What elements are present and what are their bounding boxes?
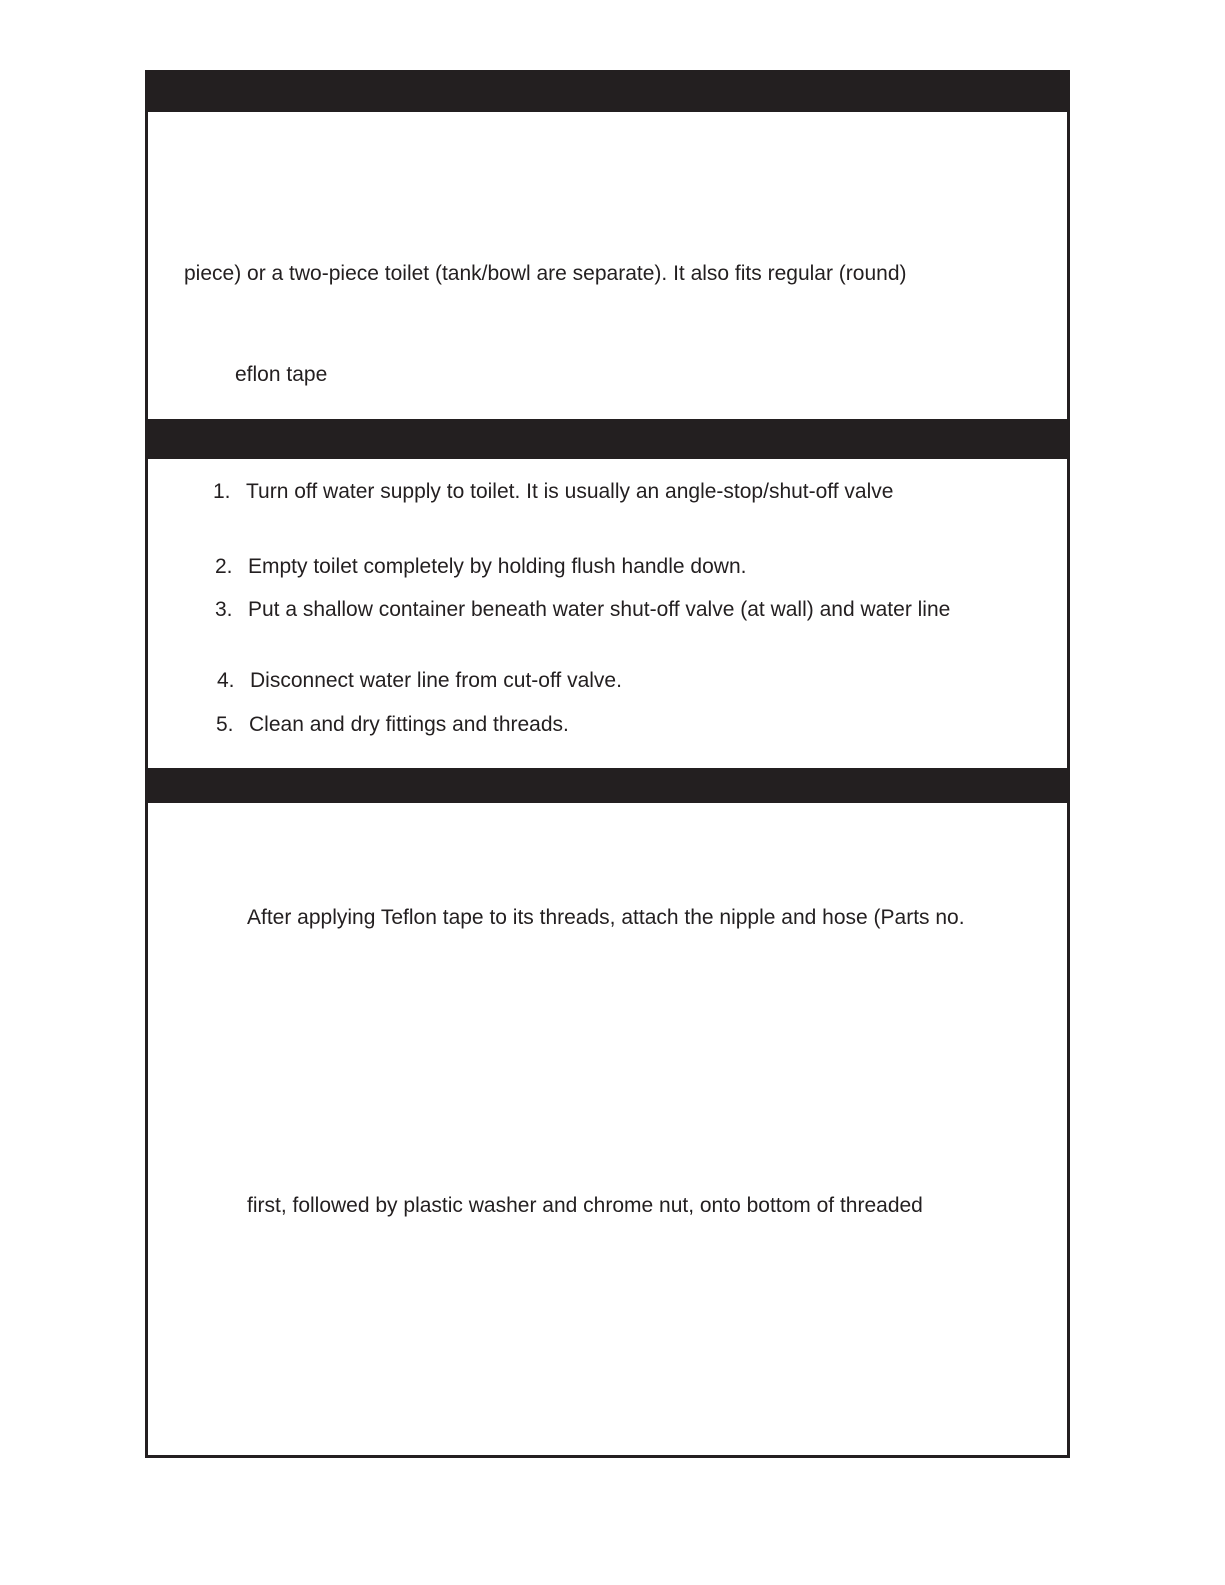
step-number: 3. [215, 598, 233, 621]
section-header-bar-2 [148, 419, 1067, 459]
section3-line-2: first, followed by plastic washer and chrome nut, onto bottom of threaded [247, 1194, 923, 1217]
step-2 [215, 555, 746, 579]
step-number: 4. [217, 669, 235, 692]
section-header-bar-3 [148, 768, 1067, 803]
section-header-bar-1 [148, 73, 1067, 112]
step-number: 1. [213, 480, 231, 503]
section1-line-2: eflon tape [235, 363, 328, 386]
step-5 [216, 713, 569, 737]
step-text: Disconnect water line from cut-off valve. [250, 669, 622, 692]
step-text: Empty toilet completely by holding flush handle down. [248, 555, 747, 578]
step-3 [215, 598, 950, 622]
step-number: 2. [215, 555, 233, 578]
step-number: 5. [216, 713, 234, 736]
step-text: Put a shallow container beneath water shut-off valve (at wall) and water line [248, 598, 951, 621]
step-4 [217, 669, 622, 693]
step-text: Clean and dry fittings and threads. [249, 713, 569, 736]
section1-line-1: piece) or a two-piece toilet (tank/bowl are separate). It also fits regular (round) [184, 262, 907, 285]
step-text: Turn off water supply to toilet. It is usually an angle-stop/shut-off valve [246, 480, 894, 503]
section3-line-1: After applying Teflon tape to its threads, attach the nipple and hose (Parts no. [247, 906, 965, 929]
step-1 [213, 480, 893, 504]
